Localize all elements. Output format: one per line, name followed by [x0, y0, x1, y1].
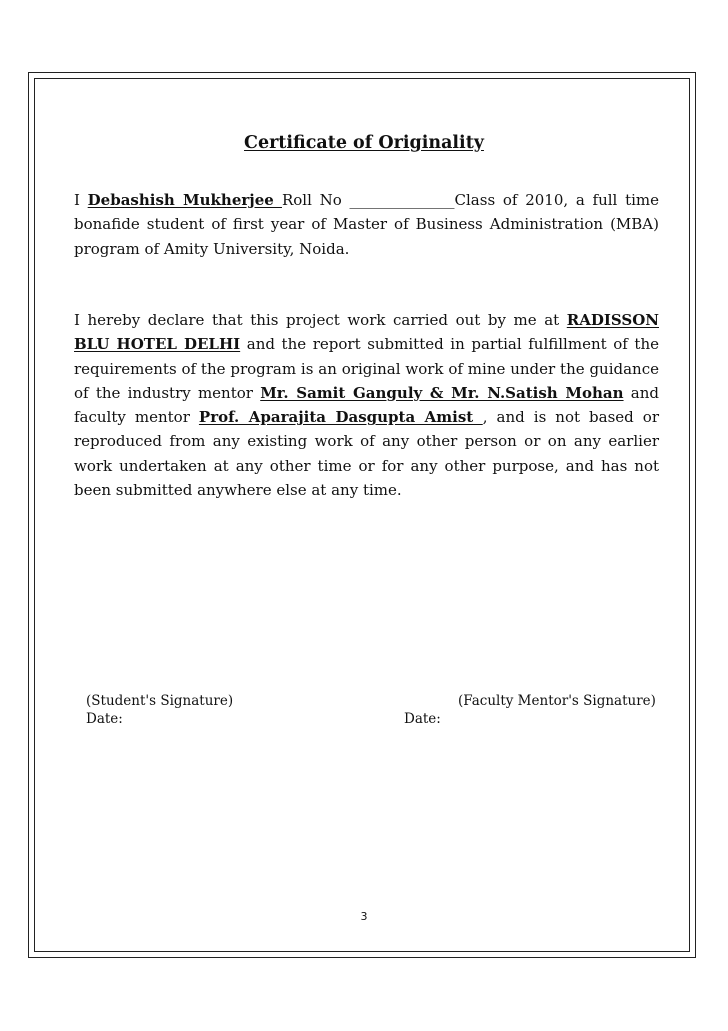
student-signature-label: (Student's Signature): [86, 693, 234, 709]
para2-text-3: and faculty mentor: [74, 383, 660, 427]
faculty-signature-label: (Faculty Mentor's Signature): [458, 693, 656, 709]
student-date-label: Date:: [86, 711, 123, 727]
faculty-mentor-name: Prof. Aparajita Dasgupta Amist: [198, 408, 483, 427]
para1-text-1: I: [74, 191, 88, 209]
certificate-title: Certificate of Originality: [244, 133, 484, 153]
project-declaration-paragraph: [74, 308, 659, 502]
para1-text-2: Roll No ______________Class of 2010, a full time bonafide student of first year of Master of Business Administration (MBA) program of Amity University, Noida.: [74, 191, 660, 258]
student-name: Debashish Mukherjee: [87, 191, 282, 209]
para2-text-1: I hereby declare that this project work carried out by me at: [74, 311, 567, 329]
para2-text-2: and the report submitted in partial fulfillment of the requirements of the program is an original work of mine under the guidance of the industry mentor: [74, 335, 659, 402]
organization-name: RADISSON BLU HOTEL DELHI: [74, 311, 659, 354]
para2-text-4: , and is not based or reproduced from any existing work of any other person or on any earlier work undertaken at any other time or for any other purpose, and has not been submitted anywhere else at any time.: [74, 408, 660, 500]
industry-mentor-name: Mr. Samit Ganguly & Mr. N.Satish Mohan: [260, 383, 624, 402]
student-declaration-paragraph: [74, 188, 659, 261]
faculty-date-label: Date:: [404, 711, 441, 727]
page-number: 3: [360, 910, 368, 923]
